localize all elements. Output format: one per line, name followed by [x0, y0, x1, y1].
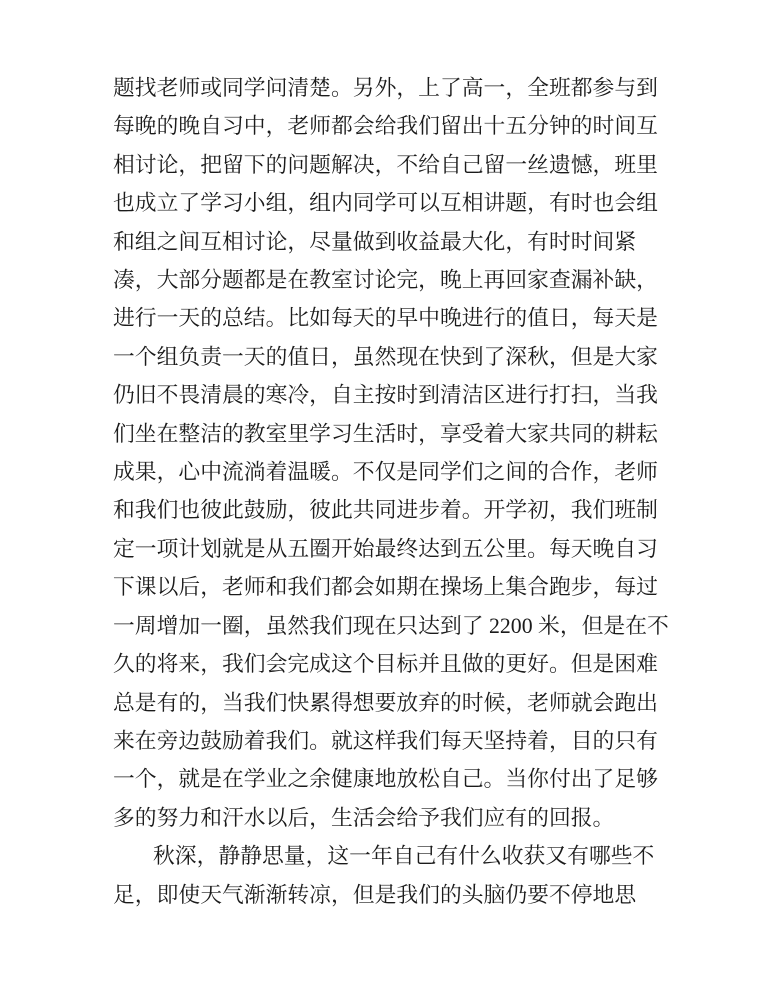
text-line: 足，即使天气渐渐转凉，但是我们的头脑仍要不停地思: [113, 882, 637, 907]
text-line: 一周增加一圈，虽然我们现在只达到了 2200 米，但是在不: [113, 613, 669, 638]
text-line: 凑，大部分题都是在教室讨论完，晚上再回家查漏补缺，: [113, 268, 658, 293]
text-line: 相讨论，把留下的问题解决，不给自己留一丝遗憾，班里: [113, 152, 658, 177]
text-line: 总是有的，当我们快累得想要放弃的时候，老师就会跑出: [113, 690, 658, 715]
text-line: 一个组负责一天的值日，虽然现在快到了深秋，但是大家: [113, 344, 658, 369]
text-line: 每晚的晚自习中，老师都会给我们留出十五分钟的时间互: [113, 114, 658, 139]
text-line: 定一项计划就是从五圈开始最终达到五公里。每天晚自习: [113, 536, 658, 561]
text-line: 久的将来，我们会完成这个目标并且做的更好。但是困难: [113, 652, 658, 677]
text-line: 仍旧不畏清晨的寒冷，自主按时到清洁区进行打扫，当我: [113, 383, 658, 408]
text-line: 题找老师或同学问清楚。另外，上了高一，全班都参与到: [113, 76, 658, 100]
text-line: 进行一天的总结。比如每天的早中晚进行的值日，每天是: [113, 306, 658, 331]
document-body: [113, 69, 669, 914]
text-line: 多的努力和汗水以后，生活会给予我们应有的回报。: [113, 805, 615, 830]
text-line: 们坐在整洁的教室里学习生活时，享受着大家共同的耕耘: [113, 421, 658, 446]
text-line: 来在旁边鼓励着我们。就这样我们每天坚持着，目的只有: [113, 728, 658, 753]
text-line: 和我们也彼此鼓励，彼此共同进步着。开学初，我们班制: [113, 498, 658, 523]
text-line: 下课以后，老师和我们都会如期在操场上集合跑步，每过: [113, 575, 658, 600]
text-line: 秋深，静静思量，这一年自己有什么收获又有哪些不: [153, 844, 655, 869]
text-line: 成果，心中流淌着温暖。不仅是同学们之间的合作，老师: [113, 460, 658, 485]
text-line: 一个，就是在学业之余健康地放松自己。当你付出了足够: [113, 767, 658, 792]
text-line: 也成立了学习小组，组内同学可以互相讲题，有时也会组: [113, 191, 658, 216]
text-line: 和组之间互相讨论，尽量做到收益最大化，有时时间紧: [113, 229, 637, 254]
